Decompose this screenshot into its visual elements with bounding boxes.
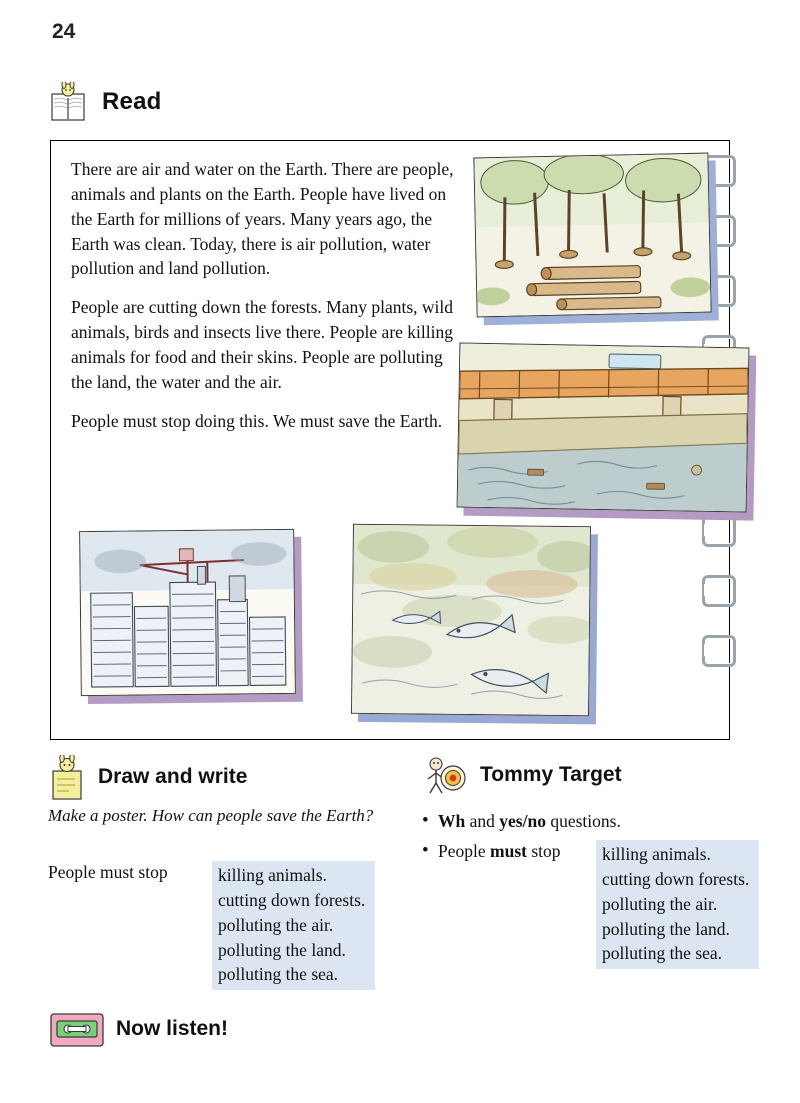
read-paragraph-2: People are cutting down the forests. Many plants, wild animals, birds and insects live there. People are killing animals for food and their skins. People are polluting the land, the water and the air. — [71, 297, 454, 392]
draw-and-write-stem: People must stop — [48, 862, 168, 882]
now-listen-heading: Now listen! — [116, 1017, 229, 1040]
draw-option-4: polluting the land. — [218, 939, 346, 960]
tommy-target-header — [420, 755, 622, 795]
read-section-header — [50, 82, 162, 122]
page-number: 24 — [52, 20, 76, 43]
now-listen-header — [50, 1012, 228, 1046]
tommy-option-3: polluting the air. — [602, 893, 718, 914]
tommy-bullet-1-suffix: questions. — [545, 811, 621, 831]
polluted-river-bridge-illustration — [457, 342, 750, 512]
tommy-bullet-2-must: must — [490, 841, 527, 862]
read-heading: Read — [102, 88, 162, 115]
tommy-option-2: cutting down forests. — [602, 868, 750, 889]
draw-and-write-options — [212, 861, 375, 990]
read-paragraph-3: People must stop doing this. We must save the Earth. — [71, 410, 443, 431]
cassette-tape-icon — [50, 1012, 102, 1046]
tommy-target-icon — [420, 755, 466, 795]
tommy-bullet-1 — [420, 808, 760, 834]
tommy-option-4: polluting the land. — [602, 918, 730, 939]
draw-and-write-instruction: Make a poster. How can people save the Earth? — [48, 806, 374, 825]
tommy-bullet-2-lead: People — [438, 841, 491, 862]
city-construction-illustration — [79, 529, 296, 696]
book-reading-icon — [50, 82, 86, 122]
tommy-bullet-1-yesno: yes/no — [499, 811, 546, 831]
read-passage — [71, 157, 466, 447]
rabbit-writing-icon — [50, 755, 84, 799]
tommy-target-options — [596, 840, 759, 969]
dead-fish-water-illustration — [351, 524, 591, 716]
tommy-option-1: killing animals. — [602, 844, 711, 864]
tommy-bullet-1-mid: and — [465, 811, 500, 831]
draw-and-write-header — [50, 755, 247, 799]
forest-logging-illustration — [473, 153, 711, 318]
draw-option-1: killing animals. — [218, 865, 327, 885]
tommy-option-5: polluting the sea. — [602, 943, 723, 964]
draw-option-2: cutting down forests. — [218, 889, 366, 910]
draw-option-3: polluting the air. — [218, 914, 334, 935]
tommy-bullet-1-wh: Wh — [438, 811, 466, 831]
draw-and-write-heading: Draw and write — [98, 765, 248, 788]
draw-option-5: polluting the sea. — [218, 964, 339, 985]
tommy-bullet-2-rest: stop — [526, 841, 561, 862]
read-paragraph-1: There are air and water on the Earth. There are people, animals and plants on the Earth. People have lived on the Earth for millions of years. Many years ago, the Earth was clean. Today, there is air pollution, water pollution and land pollution. — [71, 159, 454, 279]
tommy-target-heading: Tommy Target — [480, 763, 622, 786]
